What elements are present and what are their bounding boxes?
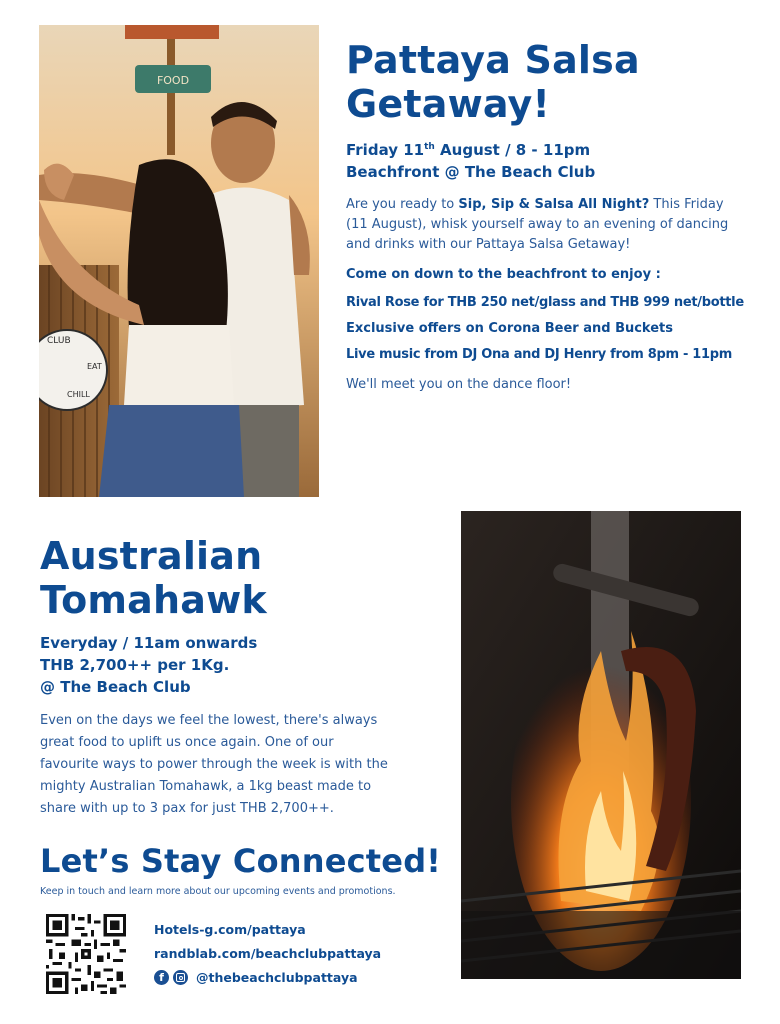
tomahawk-description: Even on the days we feel the lowest, there's always great food to uplift us once again. One of our favourite ways to power through the week is with the mighty Australian Tomahawk, a 1kg beast made to share with up to 3 pax for just THB 2,700++. <box>40 713 388 816</box>
instagram-handle-link[interactable]: @thebeachclubpattaya <box>196 970 358 985</box>
salsa-title <box>346 38 746 126</box>
tomahawk-title <box>40 534 440 622</box>
tomahawk-title-line2: Tomahawk <box>40 578 267 622</box>
salsa-offer: Live music from DJ Ona and DJ Henry from 8pm - 11pm <box>346 347 733 362</box>
instagram-icon[interactable] <box>173 970 188 985</box>
connect-section <box>40 842 450 897</box>
salsa-offer: Rival Rose for THB 250 net/glass and THB 999 net/bottle <box>346 295 744 310</box>
connect-tagline: Keep in touch and learn more about our upcoming events and promotions. <box>40 886 396 897</box>
food-sign-text: FOOD <box>156 74 190 87</box>
svg-text:CHILL: CHILL <box>67 390 90 399</box>
hotel-website-link[interactable]: Hotels-g.com/pattaya <box>154 922 306 937</box>
salsa-enjoy-heading: Come on down to the beachfront to enjoy : <box>346 267 661 282</box>
salsa-venue: Beachfront @ The Beach Club <box>346 163 596 181</box>
svg-text:EAT: EAT <box>87 362 102 371</box>
salsa-title-line1: Pattaya Salsa <box>346 38 640 82</box>
salsa-date: Friday 11th August / 8 - 11pm <box>346 141 591 159</box>
svg-text:CLUB: CLUB <box>47 336 71 346</box>
connect-links <box>154 922 454 985</box>
connect-title: Let’s Stay Connected! <box>40 842 442 880</box>
tomahawk-section <box>40 534 440 820</box>
tomahawk-title-line1: Australian <box>40 534 263 578</box>
qr-code[interactable] <box>46 914 126 994</box>
salsa-title-line2: Getaway! <box>346 82 551 126</box>
beachclub-website-link[interactable]: randblab.com/beachclubpattaya <box>154 946 382 961</box>
tomahawk-grill-photo <box>461 511 741 979</box>
social-row <box>154 970 454 985</box>
salsa-closing: We'll meet you on the dance floor! <box>346 377 572 392</box>
facebook-icon[interactable]: f <box>154 970 169 985</box>
tomahawk-schedule: Everyday / 11am onwards <box>40 634 258 652</box>
salsa-offer: Exclusive offers on Corona Beer and Buckets <box>346 321 673 336</box>
tomahawk-venue: @ The Beach Club <box>40 678 191 696</box>
tomahawk-price: THB 2,700++ per 1Kg. <box>40 656 230 674</box>
salsa-section <box>346 38 746 392</box>
salsa-dance-photo <box>39 25 319 497</box>
salsa-intro: Are you ready to Sip, Sip & Salsa All Night? This Friday (11 August), whisk yourself away to an evening of dancing and drinks with our Pattaya Salsa Getaway! <box>346 197 729 252</box>
